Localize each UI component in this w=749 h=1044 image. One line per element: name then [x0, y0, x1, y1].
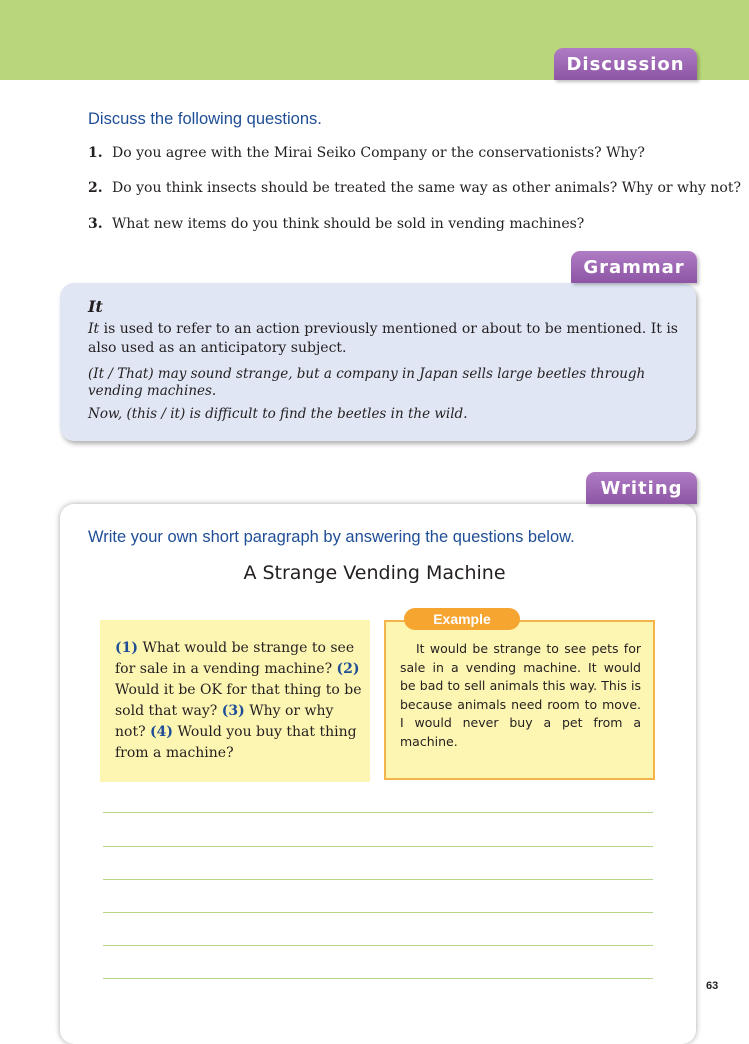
prompt-text: (1) What would be strange to see for sale in a vending machine? (2) Would it be OK for that thing to be sold that way? (3) Why or why not? (4) Would you buy that thing from a machine?	[115, 640, 362, 761]
writing-line	[103, 879, 653, 880]
writing-line	[103, 846, 653, 847]
writing-line	[103, 912, 653, 913]
writing-heading: Write your own short paragraph by answering the questions below.	[88, 528, 575, 546]
writing-line	[103, 812, 653, 813]
grammar-example-2: Now, (this / it) is difficult to find the beetles in the wild.	[88, 406, 468, 422]
discussion-question-3: 3. What new items do you think should be sold in vending machines?	[88, 216, 585, 232]
grammar-tab: Grammar	[571, 251, 697, 283]
page-number: 63	[706, 980, 719, 992]
grammar-rule: It is used to refer to an action previously mentioned or about to be mentioned. It is also used as an anticipatory subject.	[88, 321, 678, 356]
writing-tab: Writing	[586, 472, 697, 504]
discussion-tab: Discussion	[554, 48, 697, 80]
discussion-heading: Discuss the following questions.	[88, 110, 322, 128]
example-label: Example	[404, 608, 520, 630]
discussion-question-2: 2. Do you think insects should be treated the same way as other animals? Why or why not?	[88, 180, 741, 196]
discussion-question-1: 1. Do you agree with the Mirai Seiko Company or the conservationists? Why?	[88, 145, 645, 161]
grammar-example-1: (It / That) may sound strange, but a company in Japan sells large beetles through vending machines.	[88, 366, 646, 399]
example-text: It would be strange to see pets for sale in a vending machine. It would be bad to sell animals this way. This is because animals need room to move. I would never buy a pet from a machine.	[400, 641, 641, 749]
writing-line	[103, 978, 653, 979]
grammar-title: It	[88, 297, 103, 316]
writing-line	[103, 945, 653, 946]
writing-title: A Strange Vending Machine	[243, 562, 506, 584]
